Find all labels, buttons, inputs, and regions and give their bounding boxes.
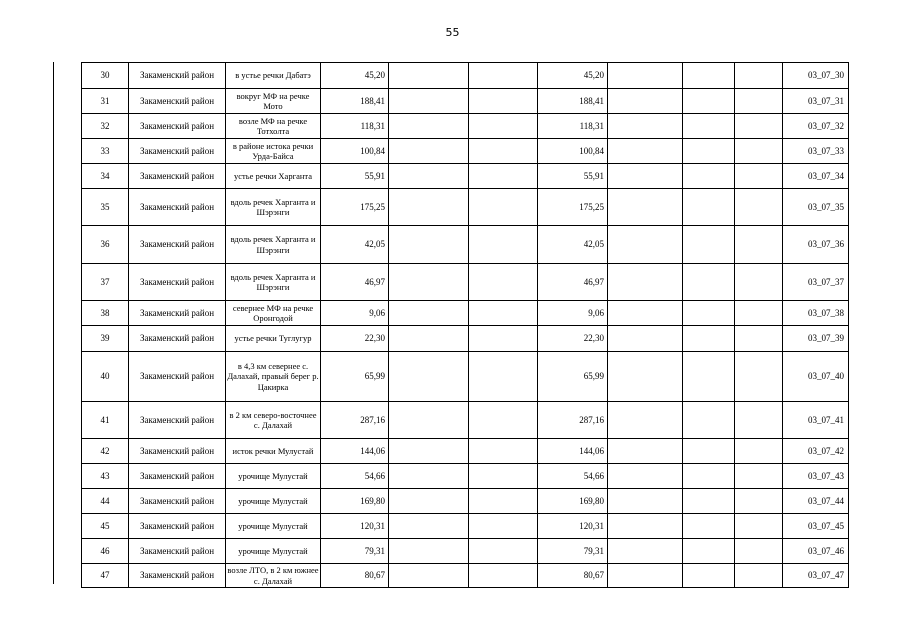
empty-cell [735, 539, 783, 564]
location-cell: урочище Мулустай [226, 539, 321, 564]
empty-cell [469, 326, 538, 352]
area-total-cell: 45,20 [538, 63, 608, 89]
table-row [82, 326, 849, 352]
empty-cell [469, 139, 538, 164]
area-cell: 55,91 [321, 164, 389, 189]
empty-cell [389, 264, 469, 301]
empty-cell [683, 514, 735, 539]
area-total-cell: 188,41 [538, 89, 608, 114]
empty-cell [683, 114, 735, 139]
area-cell: 118,31 [321, 114, 389, 139]
empty-cell [735, 514, 783, 539]
area-total-cell: 175,25 [538, 189, 608, 226]
empty-cell [608, 464, 683, 489]
location-cell: в 4,3 км севернее с. Далахай, правый берег р. Цакирка [226, 352, 321, 402]
empty-cell [608, 139, 683, 164]
area-cell: 80,67 [321, 564, 389, 588]
code-cell: 03_07_37 [783, 264, 849, 301]
area-cell: 79,31 [321, 539, 389, 564]
district-cell: Закаменский район [129, 226, 226, 264]
area-total-cell: 144,06 [538, 439, 608, 464]
empty-cell [735, 226, 783, 264]
district-cell: Закаменский район [129, 564, 226, 588]
area-total-cell: 100,84 [538, 139, 608, 164]
row-number: 36 [82, 226, 129, 264]
empty-cell [469, 114, 538, 139]
area-cell: 144,06 [321, 439, 389, 464]
empty-cell [735, 352, 783, 402]
area-cell: 175,25 [321, 189, 389, 226]
code-cell: 03_07_43 [783, 464, 849, 489]
code-cell: 03_07_32 [783, 114, 849, 139]
empty-cell [469, 89, 538, 114]
area-cell: 65,99 [321, 352, 389, 402]
empty-cell [608, 326, 683, 352]
location-cell: урочище Мулустай [226, 514, 321, 539]
area-cell: 287,16 [321, 402, 389, 439]
code-cell: 03_07_45 [783, 514, 849, 539]
location-cell: урочище Мулустай [226, 464, 321, 489]
table-row [82, 564, 849, 588]
row-number: 38 [82, 301, 129, 326]
district-cell: Закаменский район [129, 264, 226, 301]
district-cell: Закаменский район [129, 114, 226, 139]
row-number: 44 [82, 489, 129, 514]
row-number: 45 [82, 514, 129, 539]
area-total-cell: 120,31 [538, 514, 608, 539]
code-cell: 03_07_46 [783, 539, 849, 564]
empty-cell [735, 164, 783, 189]
area-cell: 100,84 [321, 139, 389, 164]
code-cell: 03_07_31 [783, 89, 849, 114]
table-row [82, 63, 849, 89]
area-total-cell: 9,06 [538, 301, 608, 326]
empty-cell [389, 226, 469, 264]
location-cell: устье речки Туглугур [226, 326, 321, 352]
location-cell: исток речки Мулустай [226, 439, 321, 464]
empty-cell [735, 63, 783, 89]
empty-cell [683, 301, 735, 326]
empty-cell [608, 164, 683, 189]
empty-cell [608, 226, 683, 264]
area-total-cell: 54,66 [538, 464, 608, 489]
code-cell: 03_07_44 [783, 489, 849, 514]
table-row [82, 114, 849, 139]
empty-cell [608, 114, 683, 139]
district-cell: Закаменский район [129, 301, 226, 326]
row-number: 33 [82, 139, 129, 164]
empty-cell [389, 514, 469, 539]
empty-cell [389, 189, 469, 226]
empty-cell [608, 189, 683, 226]
table-row [82, 226, 849, 264]
area-cell: 22,30 [321, 326, 389, 352]
code-cell: 03_07_47 [783, 564, 849, 588]
page-number: 55 [445, 26, 460, 39]
empty-cell [735, 439, 783, 464]
table-row [82, 402, 849, 439]
empty-cell [389, 464, 469, 489]
empty-cell [683, 226, 735, 264]
empty-cell [735, 114, 783, 139]
code-cell: 03_07_30 [783, 63, 849, 89]
empty-cell [735, 464, 783, 489]
table-row [82, 264, 849, 301]
empty-cell [683, 402, 735, 439]
row-number: 40 [82, 352, 129, 402]
empty-cell [683, 264, 735, 301]
empty-cell [389, 439, 469, 464]
empty-cell [389, 539, 469, 564]
empty-cell [389, 326, 469, 352]
location-cell: севернее МФ на речке Оронгодой [226, 301, 321, 326]
empty-cell [683, 189, 735, 226]
row-number: 30 [82, 63, 129, 89]
empty-cell [389, 89, 469, 114]
area-cell: 188,41 [321, 89, 389, 114]
empty-cell [389, 301, 469, 326]
area-total-cell: 65,99 [538, 352, 608, 402]
empty-cell [735, 139, 783, 164]
empty-cell [389, 402, 469, 439]
area-cell: 42,05 [321, 226, 389, 264]
row-number: 31 [82, 89, 129, 114]
area-total-cell: 287,16 [538, 402, 608, 439]
empty-cell [469, 439, 538, 464]
district-cell: Закаменский район [129, 539, 226, 564]
empty-cell [469, 189, 538, 226]
table-row [82, 539, 849, 564]
empty-cell [735, 89, 783, 114]
area-cell: 45,20 [321, 63, 389, 89]
empty-cell [683, 164, 735, 189]
empty-cell [608, 489, 683, 514]
area-total-cell: 118,31 [538, 114, 608, 139]
empty-cell [608, 352, 683, 402]
empty-cell [735, 301, 783, 326]
empty-cell [683, 439, 735, 464]
row-number: 37 [82, 264, 129, 301]
district-cell: Закаменский район [129, 464, 226, 489]
area-total-cell: 55,91 [538, 164, 608, 189]
location-cell: возле ЛТО, в 2 км южнее с. Далахай [227, 565, 319, 586]
table-body [82, 63, 849, 588]
area-cell: 54,66 [321, 464, 389, 489]
row-number: 43 [82, 464, 129, 489]
table-row [82, 301, 849, 326]
empty-cell [735, 326, 783, 352]
empty-cell [389, 114, 469, 139]
area-total-cell: 169,80 [538, 489, 608, 514]
code-cell: 03_07_36 [783, 226, 849, 264]
district-cell: Закаменский район [129, 139, 226, 164]
area-total-cell: 79,31 [538, 539, 608, 564]
table-row [82, 189, 849, 226]
district-cell: Закаменский район [129, 326, 226, 352]
district-cell: Закаменский район [129, 164, 226, 189]
location-cell: вдоль речек Харганта и Шэрэнги [226, 189, 321, 226]
table-row [82, 514, 849, 539]
location-cell: вокруг МФ на речке Мото [226, 89, 321, 114]
empty-cell [608, 89, 683, 114]
empty-cell [735, 402, 783, 439]
area-cell: 9,06 [321, 301, 389, 326]
row-number: 32 [82, 114, 129, 139]
empty-cell [389, 139, 469, 164]
location-cell: в устье речки Дабатэ [226, 63, 321, 89]
empty-cell [735, 189, 783, 226]
code-cell: 03_07_41 [783, 402, 849, 439]
empty-cell [469, 489, 538, 514]
empty-cell [608, 402, 683, 439]
empty-cell [469, 402, 538, 439]
registry-table [81, 62, 849, 588]
district-cell: Закаменский район [129, 189, 226, 226]
area-cell: 120,31 [321, 514, 389, 539]
empty-cell [683, 89, 735, 114]
table-row [82, 89, 849, 114]
empty-cell [683, 139, 735, 164]
empty-cell [469, 226, 538, 264]
empty-cell [608, 439, 683, 464]
empty-cell [469, 464, 538, 489]
empty-cell [469, 564, 538, 588]
empty-cell [389, 352, 469, 402]
empty-cell [683, 564, 735, 588]
table-row [82, 439, 849, 464]
empty-cell [469, 352, 538, 402]
empty-cell [469, 63, 538, 89]
empty-cell [389, 564, 469, 588]
empty-cell [683, 489, 735, 514]
empty-cell [683, 352, 735, 402]
page-left-border [53, 62, 54, 584]
row-number: 39 [82, 326, 129, 352]
row-number: 42 [82, 439, 129, 464]
empty-cell [389, 489, 469, 514]
empty-cell [608, 63, 683, 89]
district-cell: Закаменский район [129, 439, 226, 464]
location-cell: в районе истока речки Урда-Байса [226, 139, 321, 164]
area-cell: 169,80 [321, 489, 389, 514]
district-cell: Закаменский район [129, 63, 226, 89]
empty-cell [608, 564, 683, 588]
empty-cell [608, 301, 683, 326]
empty-cell [469, 539, 538, 564]
empty-cell [469, 164, 538, 189]
empty-cell [469, 301, 538, 326]
empty-cell [608, 264, 683, 301]
empty-cell [389, 63, 469, 89]
location-cell: возле МФ на речке Тотхолта [226, 114, 321, 139]
code-cell: 03_07_35 [783, 189, 849, 226]
code-cell: 03_07_38 [783, 301, 849, 326]
code-cell: 03_07_34 [783, 164, 849, 189]
code-cell: 03_07_42 [783, 439, 849, 464]
table-row [82, 164, 849, 189]
empty-cell [735, 264, 783, 301]
area-total-cell: 46,97 [538, 264, 608, 301]
table-row [82, 489, 849, 514]
district-cell: Закаменский район [129, 352, 226, 402]
code-cell: 03_07_33 [783, 139, 849, 164]
empty-cell [469, 514, 538, 539]
row-number: 41 [82, 402, 129, 439]
code-cell: 03_07_39 [783, 326, 849, 352]
empty-cell [683, 539, 735, 564]
location-cell: вдоль речек Харганта и Шэрэнги [226, 226, 321, 264]
location-cell: в 2 км северо-восточнее с. Далахай [226, 402, 321, 439]
table-row [82, 139, 849, 164]
district-cell: Закаменский район [129, 489, 226, 514]
location-cell: вдоль речек Харганта и Шэрэнги [226, 264, 321, 301]
row-number: 47 [82, 564, 129, 588]
empty-cell [683, 326, 735, 352]
row-number: 34 [82, 164, 129, 189]
empty-cell [389, 164, 469, 189]
empty-cell [735, 564, 783, 588]
district-cell: Закаменский район [129, 402, 226, 439]
empty-cell [608, 514, 683, 539]
empty-cell [683, 63, 735, 89]
row-number: 35 [82, 189, 129, 226]
empty-cell [608, 539, 683, 564]
code-cell: 03_07_40 [783, 352, 849, 402]
empty-cell [469, 264, 538, 301]
location-cell: устье речки Харганта [226, 164, 321, 189]
table-row [82, 464, 849, 489]
table-row [82, 352, 849, 402]
district-cell: Закаменский район [129, 514, 226, 539]
area-cell: 46,97 [321, 264, 389, 301]
area-total-cell: 22,30 [538, 326, 608, 352]
area-total-cell: 42,05 [538, 226, 608, 264]
empty-cell [683, 464, 735, 489]
district-cell: Закаменский район [129, 89, 226, 114]
location-cell: урочище Мулустай [226, 489, 321, 514]
area-total-cell: 80,67 [538, 564, 608, 588]
empty-cell [735, 489, 783, 514]
row-number: 46 [82, 539, 129, 564]
